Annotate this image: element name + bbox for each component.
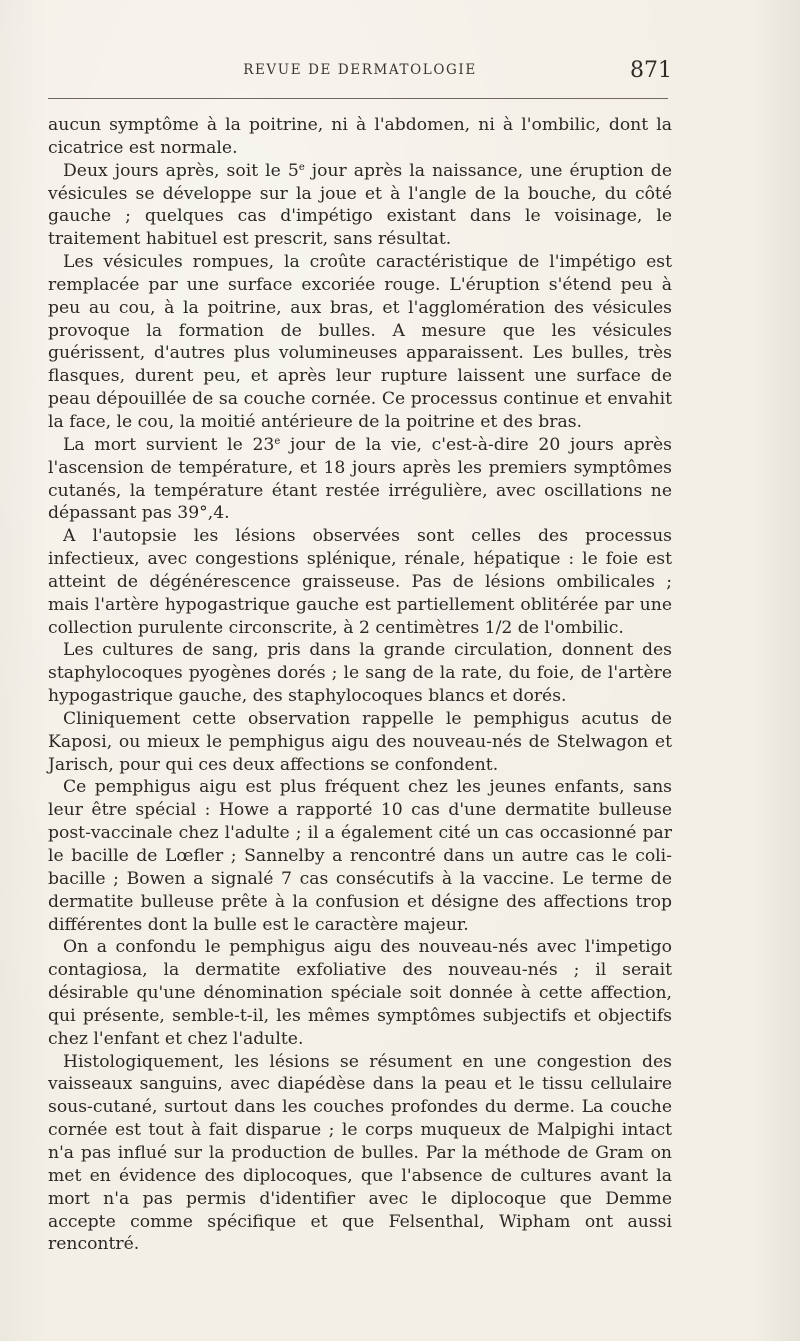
superscript-e: e	[274, 435, 281, 447]
paragraph-2-part-a: Deux jours après, soit le 5	[63, 160, 299, 181]
running-title: REVUE DE DERMATOLOGIE	[243, 62, 477, 78]
paragraph-7: Cliniquement cette observation rappelle le pemphigus acutus de Kaposi, ou mieux le pemphigus aigu des nouveau-nés de Stelwagon et Jarisch, pour qui ces deux affections se confondent.	[48, 708, 672, 775]
paragraph-8: Ce pemphigus aigu est plus fréquent chez les jeunes enfants, sans leur être spécial : Howe a rapporté 10 cas d'une dermatite bulleuse post-vaccinale chez l'adulte ; il a également cité un cas occasionné par le bacille de Lœfler ; Sannelby a rencontré dans un autre cas le coli-bacille ; Bowen a signalé 7 cas consécutifs à la vaccine. Le terme de dermatite bulleuse prête à la confusion et désigne des affections trop différentes dont la bulle est le caractère majeur.	[48, 777, 672, 935]
paragraph-2-part-b: jour après la naissance, une éruption de vésicules se développe sur la joue et à l'angle de la bouche, du côté gauche ; quelques cas d'impétigo existant dans le voisinage, le traitement habituel est prescrit, sans résultat.	[48, 160, 672, 250]
header-rule	[48, 98, 668, 99]
paragraph-5: A l'autopsie les lésions observées sont celles des processus infectieux, avec congestions splénique, rénale, hépatique : le foie est atteint de dégénérescence graisseuse. Pas de lésions ombilicales ; mais l'artère hypogastrique gauche est partiellement oblitérée par une collection purulente circonscrite, à 2 centimètres 1/2 de l'ombilic.	[48, 526, 672, 638]
paragraph-4-part-b: jour de la vie, c'est-à-dire 20 jours après l'ascension de température, et 18 jours après les premiers symptômes cutanés, la température étant restée irrégulière, avec oscillations ne dépassant pas 39°,4.	[48, 434, 672, 524]
running-head	[48, 58, 672, 88]
paragraph-2	[48, 160, 672, 251]
paragraph-3: Les vésicules rompues, la croûte caractéristique de l'impétigo est remplacée par une surface excoriée rouge. L'éruption s'étend peu à peu au cou, à la poitrine, aux bras, et l'agglomération des vésicules provoque la formation de bulles. A mesure que les vésicules guérissent, d'autres plus volumineuses apparaissent. Les bulles, très flasques, durent peu, et après leur rupture laissent une surface de peau dépouillée de sa couche cornée. Ce processus continue et envahit la face, le cou, la moitié antérieure de la poitrine et des bras.	[48, 252, 672, 432]
paragraph-1: aucun symptôme à la poitrine, ni à l'abdomen, ni à l'ombilic, dont la cicatrice est normale.	[48, 115, 672, 158]
paragraph-4-part-a: La mort survient le 23	[63, 434, 275, 455]
paragraph-9: On a confondu le pemphigus aigu des nouveau-nés avec l'impetigo contagiosa, la dermatite exfoliative des nouveau-nés ; il serait désirable qu'une dénomination spéciale soit donnée à cette affection, qui présente, semble-t-il, les mêmes symptômes subjectifs et objectifs chez l'enfant et chez l'adulte.	[48, 937, 672, 1049]
paragraph-6: Les cultures de sang, pris dans la grande circulation, donnent des staphylocoques pyogènes dorés ; le sang de la rate, du foie, de l'artère hypogastrique gauche, des staphylocoques blancs et dorés.	[48, 640, 672, 707]
superscript-e: e	[298, 161, 305, 173]
page-number: 871	[630, 58, 672, 83]
body-text	[48, 114, 672, 1256]
paragraph-4	[48, 434, 672, 525]
paragraph-10: Histologiquement, les lésions se résument en une congestion des vaisseaux sanguins, avec diapédèse dans la peau et le tissu cellulaire sous-cutané, surtout dans les couches profondes du derme. La couche cornée est tout à fait disparue ; le corps muqueux de Malpighi intact n'a pas influé sur la production de bulles. Par la méthode de Gram on met en évidence des diplocoques, que l'absence de cultures avant la mort n'a pas permis d'identifier avec le diplocoque que Demme accepte comme spécifique et que Felsenthal, Wipham ont aussi rencontré.	[48, 1051, 672, 1255]
